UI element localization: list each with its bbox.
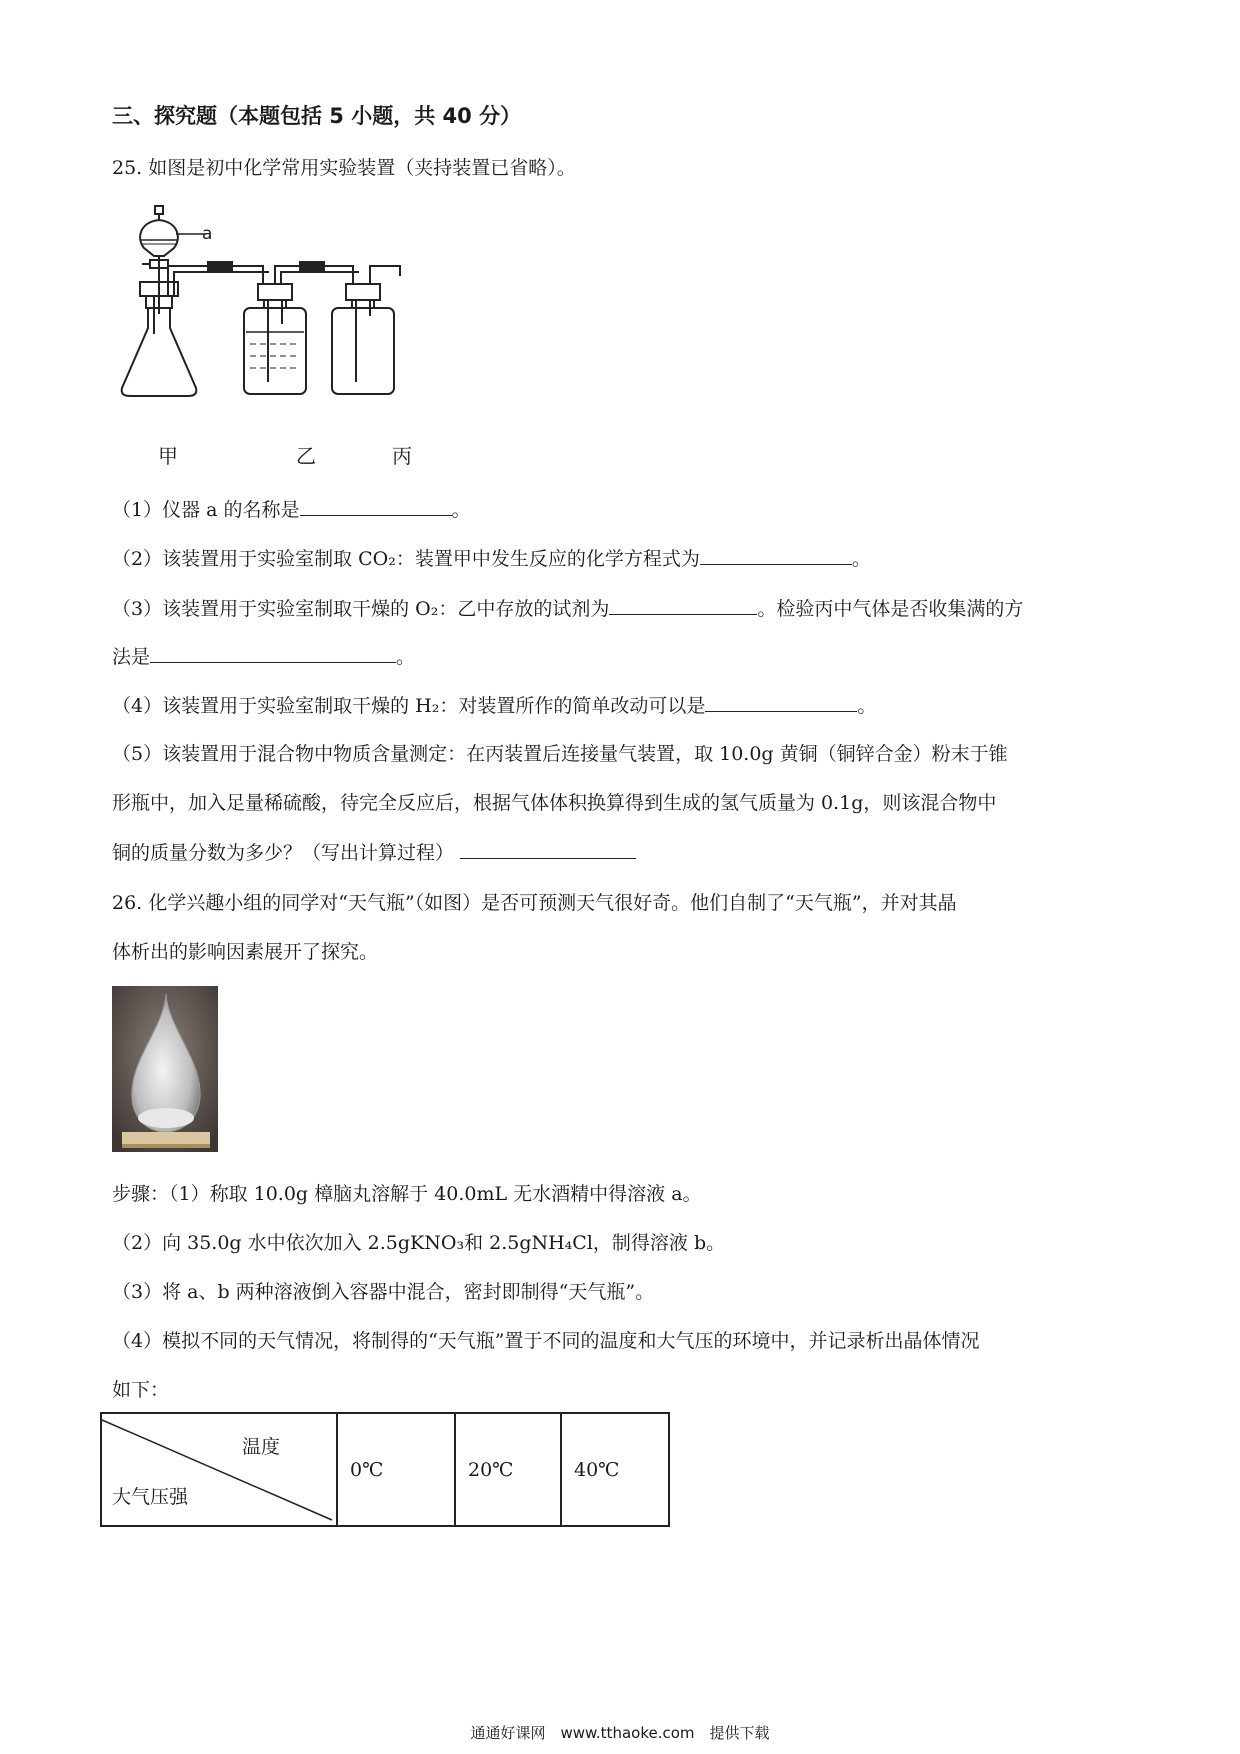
q25-part3-line2 bbox=[112, 644, 415, 669]
q25-part4 bbox=[112, 693, 876, 718]
q26-stem-line1: 26. 化学兴趣小组的同学对“天气瓶”（如图）是否可预测天气很好奇。他们自制了“天气瓶”，并对其晶 bbox=[112, 892, 957, 914]
q26-step1: 步骤：（1）称取 10.0g 樟脑丸溶解于 40.0mL 无水酒精中得溶液 a。 bbox=[112, 1183, 702, 1205]
q26-stem-line2: 体析出的影响因素展开了探究。 bbox=[112, 941, 379, 963]
collecting-bottle-icon bbox=[332, 284, 394, 394]
table-header-cell: 0℃ bbox=[337, 1413, 455, 1526]
q25-part3-text: （3）该装置用于实验室制取干燥的 O₂：乙中存放的试剂为 bbox=[112, 598, 610, 620]
label-a: a bbox=[202, 224, 213, 244]
answer-blank[interactable] bbox=[700, 546, 852, 565]
q25-stem: 25. 如图是初中化学常用实验装置（夹持装置已省略）。 bbox=[112, 157, 576, 179]
answer-blank[interactable] bbox=[300, 497, 452, 516]
connecting-tubes bbox=[168, 262, 400, 296]
weather-bottle-photo bbox=[112, 986, 218, 1152]
table-diagonal-header bbox=[101, 1413, 337, 1526]
q26-step3: （3）将 a、b 两种溶液倒入容器中混合，密封即制得“天气瓶”。 bbox=[112, 1281, 655, 1303]
q25-part1-end: 。 bbox=[451, 499, 471, 521]
label-yi: 乙 bbox=[296, 444, 316, 468]
q25-part5-line3 bbox=[112, 840, 636, 865]
q25-part2-text: （2）该装置用于实验室制取 CO₂：装置甲中发生反应的化学方程式为 bbox=[112, 548, 700, 570]
table-header-cell: 40℃ bbox=[561, 1413, 669, 1526]
q26-step2: （2）向 35.0g 水中依次加入 2.5gKNO₃和 2.5gNH₄Cl，制得溶液 b。 bbox=[112, 1232, 726, 1254]
answer-blank[interactable] bbox=[150, 644, 396, 663]
lab-apparatus-diagram bbox=[118, 204, 458, 434]
q25-part3-end: 。 bbox=[396, 646, 416, 668]
answer-blank[interactable] bbox=[705, 693, 857, 712]
conditions-table bbox=[100, 1412, 670, 1527]
label-jia: 甲 bbox=[158, 444, 178, 468]
q25-part5-text: 铜的质量分数为多少？（写出计算过程） bbox=[112, 842, 455, 864]
q25-part2-end: 。 bbox=[851, 548, 871, 570]
table-header-cell: 20℃ bbox=[455, 1413, 561, 1526]
q25-part4-end: 。 bbox=[857, 695, 877, 717]
q25-part4-text: （4）该装置用于实验室制取干燥的 H₂：对装置所作的简单改动可以是 bbox=[112, 695, 706, 717]
label-bing: 丙 bbox=[392, 444, 412, 468]
q25-part2 bbox=[112, 546, 871, 571]
answer-blank[interactable] bbox=[460, 840, 636, 859]
header-pressure: 大气压强 bbox=[112, 1486, 189, 1508]
q26-step4-line2: 如下： bbox=[112, 1379, 170, 1401]
q25-part1-text: （1）仪器 a 的名称是 bbox=[112, 499, 300, 521]
q25-part1 bbox=[112, 497, 471, 522]
q25-part5-line1: （5）该装置用于混合物中物质含量测定：在丙装置后连接量气装置，取 10.0g 黄铜（铜锌合金）粉末于锥 bbox=[112, 743, 1008, 765]
section-heading: 三、探究题（本题包括 5 小题，共 40 分） bbox=[112, 104, 522, 128]
footer: 通通好课网 www.tthaoke.com 提供下载 bbox=[470, 1724, 770, 1742]
q26-step4-line1: （4）模拟不同的天气情况，将制得的“天气瓶”置于不同的温度和大气压的环境中，并记录析出晶体情况 bbox=[112, 1330, 980, 1352]
q25-part3 bbox=[112, 596, 1023, 621]
gas-washing-bottle-icon bbox=[244, 284, 306, 394]
answer-blank[interactable] bbox=[609, 596, 757, 615]
header-temperature: 温度 bbox=[242, 1436, 281, 1458]
q25-part5-line2: 形瓶中，加入足量稀硫酸，待完全反应后，根据气体体积换算得到生成的氢气质量为 0.1g，则该混合物中 bbox=[112, 792, 997, 814]
q25-part3-text-3: 法是 bbox=[112, 646, 151, 668]
q25-part3-text-2: 。检验丙中气体是否收集满的方 bbox=[757, 598, 1024, 620]
